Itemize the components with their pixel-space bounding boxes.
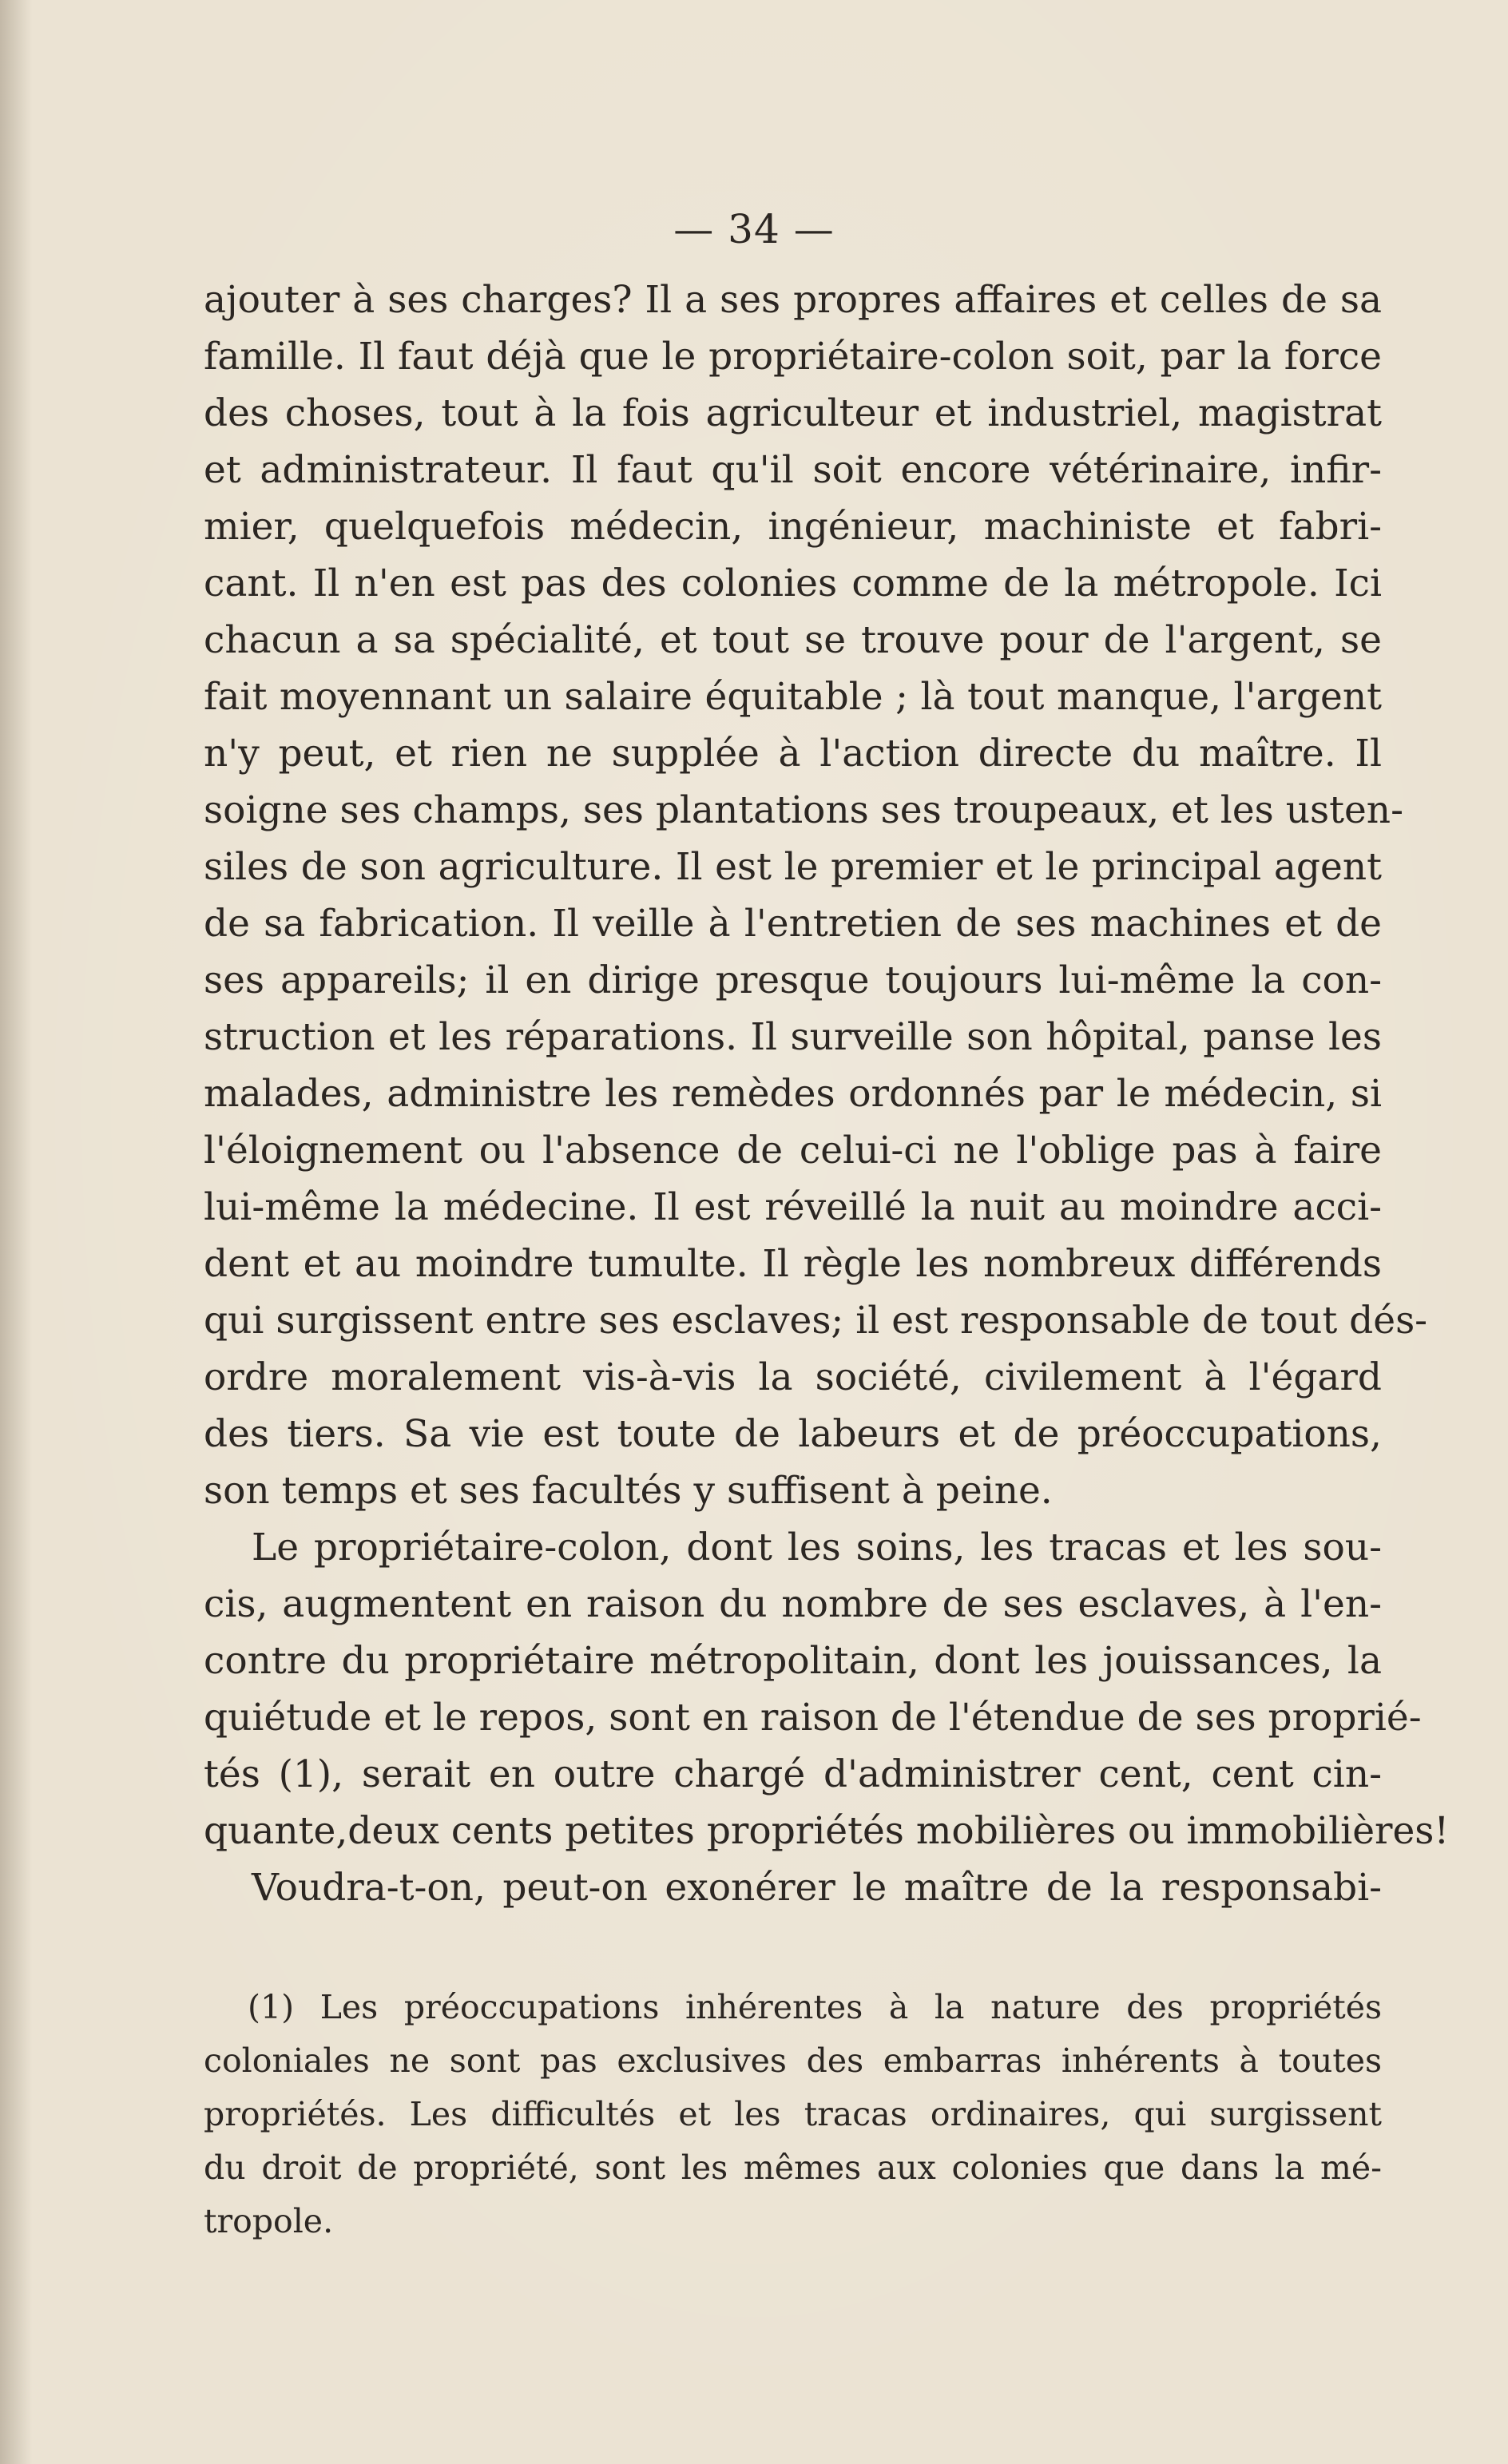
text-line: des choses, tout à la fois agriculteur et industriel, magistrat [204,391,1382,435]
text-line: ajouter à ses charges? Il a ses propres affaires et celles de sa [204,278,1382,322]
text-line: quante,deux cents petites propriétés mobilières ou immobilières! [204,1809,1450,1853]
text-line: soigne ses champs, ses plantations ses troupeaux, et les usten- [204,788,1403,832]
footnote-line: tropole. [204,2202,334,2240]
text-line: qui surgissent entre ses esclaves; il est responsable de tout dés- [204,1299,1428,1343]
text-line: son temps et ses facultés y suffisent à peine. [204,1469,1053,1513]
text-line: cant. Il n'en est pas des colonies comme de la métropole. Ici [204,561,1382,605]
text-line: struction et les réparations. Il surveille son hôpital, panse les [204,1015,1382,1059]
text-line: ses appareils; il en dirige presque toujours lui-même la con- [204,958,1382,1002]
footnote-line: (1) Les préoccupations inhérentes à la nature des propriétés [248,1988,1382,2026]
footnote-line: propriétés. Les difficultés et les tracas ordinaires, qui surgissent [204,2095,1382,2133]
text-line: lui-même la médecine. Il est réveillé la nuit au moindre acci- [204,1185,1382,1229]
text-line: chacun a sa spécialité, et tout se trouve pour de l'argent, se [204,618,1382,662]
footnote [204,1981,1382,2248]
text-line: mier, quelquefois médecin, ingénieur, machiniste et fabri- [204,505,1382,549]
text-line: fait moyennant un salaire équitable ; là tout manque, l'argent [204,675,1382,719]
text-line: n'y peut, et rien ne supplée à l'action directe du maître. Il [204,732,1382,776]
text-line: tés (1), serait en outre chargé d'administrer cent, cent cin- [204,1752,1382,1796]
text-line: et administrateur. Il faut qu'il soit encore vétérinaire, infir- [204,448,1382,492]
page-number: — 34 — [673,206,835,252]
text-line: Voudra-t-on, peut-on exonérer le maître de la responsabi- [252,1866,1382,1910]
page-gutter-shadow [0,0,32,2464]
paragraph-3 [204,1859,1382,1916]
text-line: Le propriétaire-colon, dont les soins, les tracas et les sou- [252,1526,1382,1569]
paragraph-2 [204,1519,1450,1859]
text-line: l'éloignement ou l'absence de celui-ci ne l'oblige pas à faire [204,1129,1382,1172]
main-text [204,272,1450,1916]
text-line: quiétude et le repos, sont en raison de l'étendue de ses proprié- [204,1696,1422,1740]
text-line: de sa fabrication. Il veille à l'entretien de ses machines et de [204,902,1382,946]
text-line: dent et au moindre tumulte. Il règle les nombreux différends [204,1242,1382,1286]
text-line: malades, administre les remèdes ordonnés par le médecin, si [204,1072,1382,1116]
text-line: famille. Il faut déjà que le propriétaire-colon soit, par la force [204,335,1382,379]
footnote-line: du droit de propriété, sont les mêmes aux colonies que dans la mé- [204,2149,1382,2187]
text-line: des tiers. Sa vie est toute de labeurs et de préoccupations, [204,1412,1382,1456]
text-line: cis, augmentent en raison du nombre de ses esclaves, à l'en- [204,1582,1382,1626]
paragraph-1 [204,272,1428,1519]
text-line: siles de son agriculture. Il est le premier et le principal agent [204,845,1382,889]
footnote-line: coloniales ne sont pas exclusives des embarras inhérents à toutes [204,2041,1382,2080]
text-line: contre du propriétaire métropolitain, dont les jouissances, la [204,1639,1382,1683]
text-line: ordre moralement vis-à-vis la société, civilement à l'égard [204,1355,1382,1399]
